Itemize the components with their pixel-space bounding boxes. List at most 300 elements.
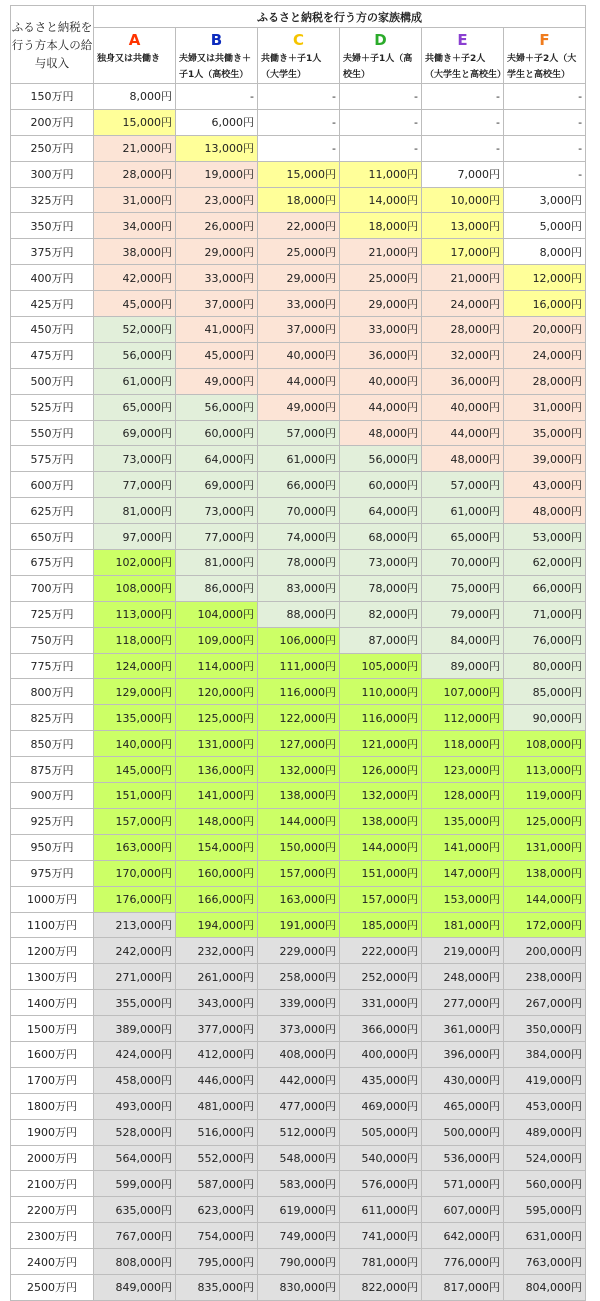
limit-cell-b: - xyxy=(176,84,258,110)
limit-cell-b: 154,000円 xyxy=(176,834,258,860)
income-cell: 375万円 xyxy=(11,239,94,265)
limit-cell-b: 136,000円 xyxy=(176,757,258,783)
limit-cell-e: 396,000円 xyxy=(422,1041,504,1067)
table-row xyxy=(11,342,586,368)
limit-cell-c: 18,000円 xyxy=(258,187,340,213)
limit-cell-c: 150,000円 xyxy=(258,834,340,860)
limit-cell-a: 135,000円 xyxy=(94,705,176,731)
limit-cell-f: 39,000円 xyxy=(504,446,586,472)
limit-cell-d: 741,000円 xyxy=(340,1223,422,1249)
limit-cell-e: 465,000円 xyxy=(422,1093,504,1119)
column-header-e xyxy=(422,28,507,84)
limit-cell-f: 384,000円 xyxy=(504,1041,586,1067)
income-cell: 2100万円 xyxy=(11,1171,94,1197)
table-row xyxy=(11,498,586,524)
limit-cell-a: 118,000円 xyxy=(94,627,176,653)
limit-cell-d: 33,000円 xyxy=(340,317,422,343)
limit-cell-a: 73,000円 xyxy=(94,446,176,472)
limit-cell-e: 79,000円 xyxy=(422,601,504,627)
income-cell: 1400万円 xyxy=(11,990,94,1016)
limit-cell-c: 583,000円 xyxy=(258,1171,340,1197)
income-cell: 450万円 xyxy=(11,317,94,343)
limit-cell-e: - xyxy=(422,135,504,161)
limit-cell-a: 528,000円 xyxy=(94,1119,176,1145)
limit-cell-b: 120,000円 xyxy=(176,679,258,705)
income-cell: 1800万円 xyxy=(11,1093,94,1119)
limit-cell-c: 49,000円 xyxy=(258,394,340,420)
table-row xyxy=(11,601,586,627)
income-cell: 900万円 xyxy=(11,783,94,809)
limit-cell-b: 37,000円 xyxy=(176,291,258,317)
limit-cell-a: 242,000円 xyxy=(94,938,176,964)
income-cell: 1600万円 xyxy=(11,1041,94,1067)
limit-cell-a: 61,000円 xyxy=(94,368,176,394)
table-row xyxy=(11,446,586,472)
limit-cell-c: - xyxy=(258,84,340,110)
limit-cell-f: 524,000円 xyxy=(504,1145,586,1171)
income-cell: 1200万円 xyxy=(11,938,94,964)
limit-cell-a: 140,000円 xyxy=(94,731,176,757)
limit-cell-d: 469,000円 xyxy=(340,1093,422,1119)
table-row xyxy=(11,265,586,291)
limit-cell-a: 34,000円 xyxy=(94,213,176,239)
limit-cell-f: - xyxy=(504,109,586,135)
income-cell: 750万円 xyxy=(11,627,94,653)
limit-cell-c: 373,000円 xyxy=(258,1016,340,1042)
limit-cell-b: 81,000円 xyxy=(176,550,258,576)
limit-cell-d: 14,000円 xyxy=(340,187,422,213)
limit-cell-b: 29,000円 xyxy=(176,239,258,265)
limit-cell-d: 222,000円 xyxy=(340,938,422,964)
limit-cell-f: 20,000円 xyxy=(504,317,586,343)
limit-cell-d: 400,000円 xyxy=(340,1041,422,1067)
limit-cell-a: 145,000円 xyxy=(94,757,176,783)
income-cell: 675万円 xyxy=(11,550,94,576)
limit-cell-d: 40,000円 xyxy=(340,368,422,394)
limit-cell-e: 89,000円 xyxy=(422,653,504,679)
limit-cell-f: 12,000円 xyxy=(504,265,586,291)
limit-cell-b: 6,000円 xyxy=(176,109,258,135)
limit-cell-e: 500,000円 xyxy=(422,1119,504,1145)
income-cell: 725万円 xyxy=(11,601,94,627)
limit-cell-f: 804,000円 xyxy=(504,1274,586,1300)
income-cell: 500万円 xyxy=(11,368,94,394)
column-header-a xyxy=(94,28,176,84)
income-cell: 475万円 xyxy=(11,342,94,368)
limit-cell-d: 68,000円 xyxy=(340,524,422,550)
table-row xyxy=(11,783,586,809)
limit-cell-a: 31,000円 xyxy=(94,187,176,213)
limit-cell-f: - xyxy=(504,84,586,110)
limit-cell-a: 102,000円 xyxy=(94,550,176,576)
limit-cell-d: 48,000円 xyxy=(340,420,422,446)
income-cell: 1900万円 xyxy=(11,1119,94,1145)
table-body xyxy=(11,84,586,1301)
limit-cell-b: 131,000円 xyxy=(176,731,258,757)
column-description: 夫婦又は共働き＋子1人（高校生） xyxy=(179,54,252,80)
limit-cell-b: 754,000円 xyxy=(176,1223,258,1249)
table-row xyxy=(11,84,586,110)
limit-cell-b: 623,000円 xyxy=(176,1197,258,1223)
table-row xyxy=(11,394,586,420)
limit-cell-e: 248,000円 xyxy=(422,964,504,990)
limit-cell-f: 53,000円 xyxy=(504,524,586,550)
limit-cell-a: 69,000円 xyxy=(94,420,176,446)
column-description: 夫婦＋子2人（大学生と高校生） xyxy=(507,54,577,80)
limit-cell-c: 57,000円 xyxy=(258,420,340,446)
limit-cell-c: 258,000円 xyxy=(258,964,340,990)
table-row xyxy=(11,1067,586,1093)
limit-cell-b: 56,000円 xyxy=(176,394,258,420)
limit-cell-d: 105,000円 xyxy=(340,653,422,679)
limit-cell-b: 166,000円 xyxy=(176,886,258,912)
table-row xyxy=(11,1197,586,1223)
limit-cell-a: 635,000円 xyxy=(94,1197,176,1223)
limit-cell-d: 611,000円 xyxy=(340,1197,422,1223)
limit-cell-d: 366,000円 xyxy=(340,1016,422,1042)
limit-cell-e: 141,000円 xyxy=(422,834,504,860)
limit-cell-f: 125,000円 xyxy=(504,808,586,834)
limit-cell-e: 40,000円 xyxy=(422,394,504,420)
limit-cell-c: 122,000円 xyxy=(258,705,340,731)
limit-cell-e: 84,000円 xyxy=(422,627,504,653)
limit-cell-b: 232,000円 xyxy=(176,938,258,964)
table-row xyxy=(11,1041,586,1067)
table-row xyxy=(11,1016,586,1042)
table-row xyxy=(11,731,586,757)
income-cell: 850万円 xyxy=(11,731,94,757)
limit-cell-c: 111,000円 xyxy=(258,653,340,679)
table-row xyxy=(11,291,586,317)
limit-cell-c: 132,000円 xyxy=(258,757,340,783)
limit-cell-f: 238,000円 xyxy=(504,964,586,990)
limit-cell-f: 489,000円 xyxy=(504,1119,586,1145)
table-row xyxy=(11,1274,586,1300)
limit-cell-c: 15,000円 xyxy=(258,161,340,187)
limit-cell-e: 57,000円 xyxy=(422,472,504,498)
limit-cell-b: 552,000円 xyxy=(176,1145,258,1171)
income-cell: 700万円 xyxy=(11,575,94,601)
furusato-tax-table xyxy=(10,5,586,1301)
limit-cell-b: 69,000円 xyxy=(176,472,258,498)
table-row xyxy=(11,317,586,343)
limit-cell-f: 28,000円 xyxy=(504,368,586,394)
limit-cell-f: 66,000円 xyxy=(504,575,586,601)
limit-cell-c: 37,000円 xyxy=(258,317,340,343)
limit-cell-d: 151,000円 xyxy=(340,860,422,886)
limit-cell-e: 44,000円 xyxy=(422,420,504,446)
limit-cell-d: 110,000円 xyxy=(340,679,422,705)
limit-cell-e: - xyxy=(422,84,504,110)
limit-cell-f: 71,000円 xyxy=(504,601,586,627)
limit-cell-c: - xyxy=(258,135,340,161)
income-cell: 825万円 xyxy=(11,705,94,731)
limit-cell-d: 252,000円 xyxy=(340,964,422,990)
limit-cell-c: 83,000円 xyxy=(258,575,340,601)
limit-cell-f: 35,000円 xyxy=(504,420,586,446)
limit-cell-b: 114,000円 xyxy=(176,653,258,679)
limit-cell-d: 505,000円 xyxy=(340,1119,422,1145)
limit-cell-a: 65,000円 xyxy=(94,394,176,420)
table-row xyxy=(11,1093,586,1119)
column-description: 夫婦＋子1人（高校生） xyxy=(343,54,413,80)
limit-cell-d: - xyxy=(340,84,422,110)
table-row xyxy=(11,1249,586,1275)
limit-cell-c: 163,000円 xyxy=(258,886,340,912)
limit-cell-b: 261,000円 xyxy=(176,964,258,990)
column-letter: F xyxy=(539,31,550,49)
table-row xyxy=(11,1119,586,1145)
column-description: 共働き＋子1人（大学生） xyxy=(261,54,322,80)
limit-cell-c: 44,000円 xyxy=(258,368,340,394)
limit-cell-c: 33,000円 xyxy=(258,291,340,317)
limit-cell-d: 435,000円 xyxy=(340,1067,422,1093)
limit-cell-e: 135,000円 xyxy=(422,808,504,834)
limit-cell-e: 65,000円 xyxy=(422,524,504,550)
limit-cell-a: 38,000円 xyxy=(94,239,176,265)
limit-cell-e: 70,000円 xyxy=(422,550,504,576)
limit-cell-b: 41,000円 xyxy=(176,317,258,343)
limit-cell-c: 790,000円 xyxy=(258,1249,340,1275)
limit-cell-c: 512,000円 xyxy=(258,1119,340,1145)
limit-cell-d: 116,000円 xyxy=(340,705,422,731)
table-row xyxy=(11,524,586,550)
income-cell: 875万円 xyxy=(11,757,94,783)
limit-cell-a: 21,000円 xyxy=(94,135,176,161)
income-cell: 2400万円 xyxy=(11,1249,94,1275)
table-row xyxy=(11,912,586,938)
limit-cell-c: 66,000円 xyxy=(258,472,340,498)
limit-cell-e: 219,000円 xyxy=(422,938,504,964)
limit-cell-f: 85,000円 xyxy=(504,679,586,705)
limit-cell-d: 121,000円 xyxy=(340,731,422,757)
limit-cell-b: 148,000円 xyxy=(176,808,258,834)
limit-cell-a: 129,000円 xyxy=(94,679,176,705)
limit-cell-d: 126,000円 xyxy=(340,757,422,783)
limit-cell-f: 90,000円 xyxy=(504,705,586,731)
limit-cell-e: 36,000円 xyxy=(422,368,504,394)
income-cell: 325万円 xyxy=(11,187,94,213)
table-row xyxy=(11,1223,586,1249)
limit-cell-a: 77,000円 xyxy=(94,472,176,498)
limit-cell-b: 86,000円 xyxy=(176,575,258,601)
limit-cell-e: 61,000円 xyxy=(422,498,504,524)
table-row xyxy=(11,990,586,1016)
row-header-income: ふるさと納税を行う方本人の給与収入 xyxy=(11,6,94,84)
table-row xyxy=(11,964,586,990)
limit-cell-e: 181,000円 xyxy=(422,912,504,938)
limit-cell-f: 200,000円 xyxy=(504,938,586,964)
limit-cell-d: 44,000円 xyxy=(340,394,422,420)
limit-cell-e: 776,000円 xyxy=(422,1249,504,1275)
limit-cell-b: 13,000円 xyxy=(176,135,258,161)
limit-cell-c: 29,000円 xyxy=(258,265,340,291)
column-letter: A xyxy=(128,31,141,49)
limit-cell-d: 21,000円 xyxy=(340,239,422,265)
limit-cell-c: 229,000円 xyxy=(258,938,340,964)
limit-cell-c: 40,000円 xyxy=(258,342,340,368)
limit-cell-a: 493,000円 xyxy=(94,1093,176,1119)
limit-cell-d: 18,000円 xyxy=(340,213,422,239)
income-cell: 250万円 xyxy=(11,135,94,161)
limit-cell-d: - xyxy=(340,109,422,135)
limit-cell-b: 795,000円 xyxy=(176,1249,258,1275)
limit-cell-b: 19,000円 xyxy=(176,161,258,187)
group-header-family: ふるさと納税を行う方の家族構成 xyxy=(94,6,586,28)
limit-cell-b: 377,000円 xyxy=(176,1016,258,1042)
limit-cell-c: 138,000円 xyxy=(258,783,340,809)
limit-cell-c: 191,000円 xyxy=(258,912,340,938)
column-header-f xyxy=(504,28,586,84)
table-row xyxy=(11,239,586,265)
limit-cell-b: 23,000円 xyxy=(176,187,258,213)
income-cell: 1300万円 xyxy=(11,964,94,990)
limit-cell-a: 213,000円 xyxy=(94,912,176,938)
limit-cell-f: 763,000円 xyxy=(504,1249,586,1275)
limit-cell-f: 48,000円 xyxy=(504,498,586,524)
limit-cell-a: 424,000円 xyxy=(94,1041,176,1067)
column-description: 独身又は共働き xyxy=(97,54,161,64)
limit-cell-a: 176,000円 xyxy=(94,886,176,912)
limit-cell-f: 31,000円 xyxy=(504,394,586,420)
limit-cell-a: 45,000円 xyxy=(94,291,176,317)
limit-cell-b: 45,000円 xyxy=(176,342,258,368)
table-row xyxy=(11,1145,586,1171)
table-row xyxy=(11,550,586,576)
income-cell: 350万円 xyxy=(11,213,94,239)
column-letter: E xyxy=(457,31,468,49)
limit-cell-c: 144,000円 xyxy=(258,808,340,834)
limit-cell-e: 32,000円 xyxy=(422,342,504,368)
limit-cell-f: 138,000円 xyxy=(504,860,586,886)
limit-cell-e: 153,000円 xyxy=(422,886,504,912)
limit-cell-c: 408,000円 xyxy=(258,1041,340,1067)
table-row xyxy=(11,420,586,446)
limit-cell-f: 419,000円 xyxy=(504,1067,586,1093)
limit-cell-f: 8,000円 xyxy=(504,239,586,265)
limit-cell-a: 849,000円 xyxy=(94,1274,176,1300)
limit-cell-d: 36,000円 xyxy=(340,342,422,368)
limit-cell-c: 106,000円 xyxy=(258,627,340,653)
limit-cell-e: 107,000円 xyxy=(422,679,504,705)
limit-cell-d: 60,000円 xyxy=(340,472,422,498)
limit-cell-f: 5,000円 xyxy=(504,213,586,239)
limit-cell-d: - xyxy=(340,135,422,161)
limit-cell-a: 170,000円 xyxy=(94,860,176,886)
limit-cell-d: 56,000円 xyxy=(340,446,422,472)
limit-cell-c: 619,000円 xyxy=(258,1197,340,1223)
limit-cell-b: 26,000円 xyxy=(176,213,258,239)
limit-cell-d: 185,000円 xyxy=(340,912,422,938)
limit-cell-c: 116,000円 xyxy=(258,679,340,705)
limit-cell-c: 61,000円 xyxy=(258,446,340,472)
table-row xyxy=(11,161,586,187)
limit-cell-e: 430,000円 xyxy=(422,1067,504,1093)
income-cell: 1700万円 xyxy=(11,1067,94,1093)
limit-cell-c: 78,000円 xyxy=(258,550,340,576)
column-header-row xyxy=(11,28,586,84)
limit-cell-b: 587,000円 xyxy=(176,1171,258,1197)
limit-cell-e: 642,000円 xyxy=(422,1223,504,1249)
table-row xyxy=(11,187,586,213)
limit-cell-a: 808,000円 xyxy=(94,1249,176,1275)
limit-cell-f: 62,000円 xyxy=(504,550,586,576)
limit-cell-a: 97,000円 xyxy=(94,524,176,550)
limit-cell-d: 132,000円 xyxy=(340,783,422,809)
limit-cell-c: 74,000円 xyxy=(258,524,340,550)
income-cell: 2500万円 xyxy=(11,1274,94,1300)
limit-cell-d: 29,000円 xyxy=(340,291,422,317)
limit-cell-e: 10,000円 xyxy=(422,187,504,213)
limit-cell-e: 536,000円 xyxy=(422,1145,504,1171)
limit-cell-a: 458,000円 xyxy=(94,1067,176,1093)
limit-cell-a: 564,000円 xyxy=(94,1145,176,1171)
limit-cell-c: 477,000円 xyxy=(258,1093,340,1119)
limit-cell-e: - xyxy=(422,109,504,135)
limit-cell-b: 104,000円 xyxy=(176,601,258,627)
table-row xyxy=(11,757,586,783)
limit-cell-d: 540,000円 xyxy=(340,1145,422,1171)
table-row xyxy=(11,679,586,705)
column-header-c xyxy=(258,28,340,84)
limit-cell-b: 73,000円 xyxy=(176,498,258,524)
limit-cell-f: 80,000円 xyxy=(504,653,586,679)
limit-cell-d: 73,000円 xyxy=(340,550,422,576)
limit-cell-f: 24,000円 xyxy=(504,342,586,368)
limit-cell-e: 361,000円 xyxy=(422,1016,504,1042)
limit-cell-d: 82,000円 xyxy=(340,601,422,627)
limit-cell-b: 64,000円 xyxy=(176,446,258,472)
limit-cell-a: 389,000円 xyxy=(94,1016,176,1042)
limit-cell-b: 49,000円 xyxy=(176,368,258,394)
income-cell: 2000万円 xyxy=(11,1145,94,1171)
income-cell: 575万円 xyxy=(11,446,94,472)
income-cell: 425万円 xyxy=(11,291,94,317)
income-cell: 400万円 xyxy=(11,265,94,291)
limit-cell-c: 442,000円 xyxy=(258,1067,340,1093)
limit-cell-a: 56,000円 xyxy=(94,342,176,368)
table-row xyxy=(11,705,586,731)
column-letter: D xyxy=(374,31,387,49)
limit-cell-e: 817,000円 xyxy=(422,1274,504,1300)
limit-cell-b: 835,000円 xyxy=(176,1274,258,1300)
limit-cell-e: 571,000円 xyxy=(422,1171,504,1197)
limit-cell-f: 108,000円 xyxy=(504,731,586,757)
table-row xyxy=(11,653,586,679)
income-cell: 950万円 xyxy=(11,834,94,860)
limit-cell-a: 271,000円 xyxy=(94,964,176,990)
limit-cell-f: - xyxy=(504,135,586,161)
limit-cell-f: 131,000円 xyxy=(504,834,586,860)
limit-cell-a: 355,000円 xyxy=(94,990,176,1016)
limit-cell-a: 151,000円 xyxy=(94,783,176,809)
limit-cell-e: 75,000円 xyxy=(422,575,504,601)
table-row xyxy=(11,860,586,886)
limit-cell-e: 147,000円 xyxy=(422,860,504,886)
income-cell: 625万円 xyxy=(11,498,94,524)
limit-cell-a: 15,000円 xyxy=(94,109,176,135)
limit-cell-d: 331,000円 xyxy=(340,990,422,1016)
limit-cell-b: 109,000円 xyxy=(176,627,258,653)
limit-cell-c: 70,000円 xyxy=(258,498,340,524)
table-row xyxy=(11,886,586,912)
income-cell: 1100万円 xyxy=(11,912,94,938)
limit-cell-c: 339,000円 xyxy=(258,990,340,1016)
limit-cell-b: 412,000円 xyxy=(176,1041,258,1067)
limit-cell-b: 446,000円 xyxy=(176,1067,258,1093)
limit-cell-a: 124,000円 xyxy=(94,653,176,679)
income-cell: 975万円 xyxy=(11,860,94,886)
